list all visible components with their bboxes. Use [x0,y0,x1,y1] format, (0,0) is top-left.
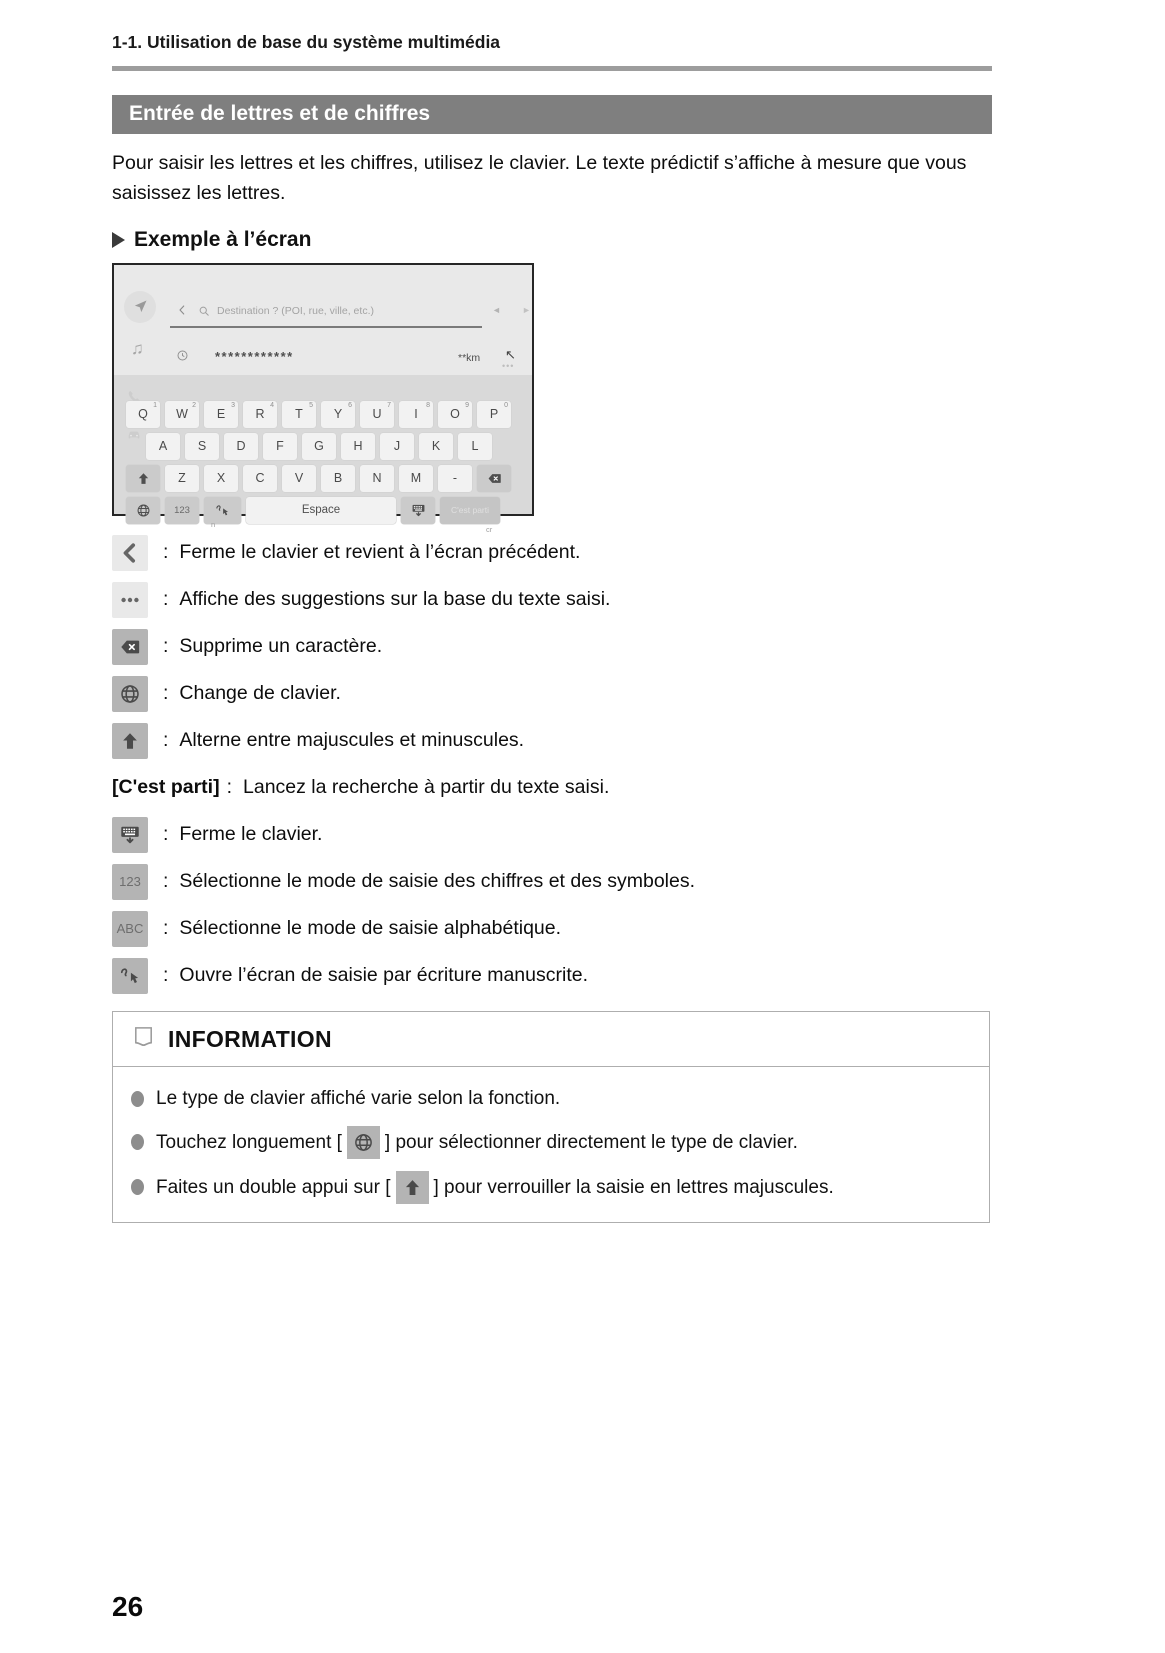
key-A: A [146,433,180,460]
music-note-icon: ♫ [131,338,144,358]
legend-item [112,958,992,994]
legend-colon: : [163,917,169,939]
bleedthrough-char: n [211,519,216,529]
legend-text: Change de clavier. [179,682,341,704]
chapter-header: 1-1. Utilisation de base du système multimédia [112,32,501,52]
key-V: V [282,465,316,492]
key-H: H [341,433,375,460]
key-W: W 2 [165,401,199,428]
key-Y: Y 6 [321,401,355,428]
chevron-left-icon [112,535,148,571]
bullet-dot-icon [131,1134,144,1150]
legend-colon: : [163,964,169,986]
key-B: B [321,465,355,492]
key-I: I 8 [399,401,433,428]
numbers-icon: 123 [112,864,148,900]
kb-row3 [126,465,511,492]
keyboard-hide-key [401,497,435,524]
information-title: INFORMATION [168,1026,332,1052]
prev-page-icon: ◄ [492,304,501,315]
info-bullet-text [156,1085,560,1112]
legend-text: Supprime un caractère. [179,635,383,657]
legend-colon: : [163,541,169,563]
legend-list [112,535,992,994]
key-Q: Q 1 [126,401,160,428]
bullet-dot-icon [131,1179,144,1195]
key-S: S [185,433,219,460]
northwest-arrow-icon: ↖ [505,346,516,362]
key-K: K [419,433,453,460]
legend-text: Ouvre l’écran de saisie par écriture manuscrite. [179,964,589,986]
globe-key [126,497,160,524]
key-C: C [243,465,277,492]
key-L: L [458,433,492,460]
example-heading-label: Exemple à l’écran [134,227,312,251]
shift-key [126,465,160,492]
shift-icon [112,723,148,759]
handwriting-key [204,497,241,524]
legend-item [112,770,992,806]
shift-icon [396,1171,429,1204]
bullet-pre-text: Faites un double appui sur [ [156,1176,391,1198]
legend-text: Sélectionne le mode de saisie alphabétique. [179,917,562,939]
legend-text: Affiche des suggestions sur la base du texte saisi. [179,588,611,610]
key-J: J [380,433,414,460]
search-placeholder: Destination ? (POI, rue, ville, etc.) [217,304,374,317]
key-R: R 4 [243,401,277,428]
information-box [112,1011,990,1223]
legend-item [112,723,992,759]
kb-row4 [126,497,500,524]
back-chevron-icon [176,303,188,321]
key-E: E 3 [204,401,238,428]
backspace-key [477,465,511,492]
legend-colon: : [163,870,169,892]
numbers-key: 123 [165,497,199,524]
key-M: M [399,465,433,492]
kb-row2 [146,433,492,460]
page-content [112,32,992,1223]
kb-row1 [126,401,511,428]
search-underline [170,326,482,328]
key--: - [438,465,472,492]
info-bullet [131,1171,971,1204]
space-key: Espace [246,497,396,524]
legend-button-label: [C'est parti] [112,776,220,798]
section-title-banner: Entrée de lettres et de chiffres [112,95,992,134]
key-X: X [204,465,238,492]
legend-colon: : [163,588,169,610]
legend-text: Sélectionne le mode de saisie des chiffres et des symboles. [179,870,696,892]
info-bullet-text [156,1126,798,1159]
triangle-bullet-icon [112,232,125,248]
key-G: G [302,433,336,460]
legend-text: Alterne entre majuscules et minuscules. [179,729,525,751]
legend-colon: : [163,635,169,657]
search-icon [198,304,210,322]
page-number: 26 [112,1591,144,1622]
book-icon [131,1025,156,1055]
info-bullet-text [156,1171,834,1204]
legend-colon: : [163,682,169,704]
keyboard-screenshot [112,263,534,534]
legend-text: Ferme le clavier et revient à l’écran précédent. [179,541,581,563]
globe-icon [347,1126,380,1159]
bullet-post-text: ] pour sélectionner directement le type de clavier. [384,1131,798,1153]
example-heading [112,228,992,252]
nav-arrow-icon [124,291,156,323]
go-key: C'est parti [440,497,500,524]
next-page-icon: ► [522,304,531,315]
ellipsis-icon [112,582,148,618]
legend-item [112,864,992,900]
globe-icon [112,676,148,712]
keyboard-hide-icon [112,817,148,853]
key-U: U 7 [360,401,394,428]
more-ellipsis-icon: ••• [502,360,515,371]
bullet-post-text: ] pour verrouiller la saisie en lettres majuscules. [433,1176,834,1198]
legend-item [112,535,992,571]
bullet-pre-text: Le type de clavier affiché varie selon la fonction. [156,1088,561,1109]
legend-colon: : [163,729,169,751]
bullet-dot-icon [131,1091,144,1107]
legend-item [112,629,992,665]
car-icon [126,427,142,448]
legend-item [112,911,992,947]
legend-colon: : [163,823,169,845]
information-body [113,1067,989,1222]
backspace-icon [112,629,148,665]
abc-icon: ABC [112,911,148,947]
history-icon [176,349,189,367]
key-Z: Z [165,465,199,492]
header-rule [112,66,992,71]
handwriting-icon [112,958,148,994]
legend-colon: : [226,776,232,798]
key-N: N [360,465,394,492]
intro-paragraph: Pour saisir les lettres et les chiffres, utilisez le clavier. Le texte prédictif s’affiche à mesure que vous saisissez les lettres. [112,152,967,204]
bullet-pre-text: Touchez longuement [ [156,1131,342,1153]
key-O: O 9 [438,401,472,428]
legend-text: Lancez la recherche à partir du texte saisi. [243,776,610,798]
bleedthrough-char: cr [486,524,493,534]
legend-item [112,676,992,712]
legend-text: Ferme le clavier. [179,823,323,845]
legend-item [112,582,992,618]
key-D: D [224,433,258,460]
distance-label: **km [458,351,481,364]
onscreen-keyboard [114,375,532,534]
key-P: P 0 [477,401,511,428]
history-masked-text: ************ [215,348,294,364]
info-bullet [131,1084,971,1114]
legend-item [112,817,992,853]
key-T: T 5 [282,401,316,428]
info-bullet [131,1126,971,1159]
information-header [113,1012,989,1067]
key-F: F [263,433,297,460]
